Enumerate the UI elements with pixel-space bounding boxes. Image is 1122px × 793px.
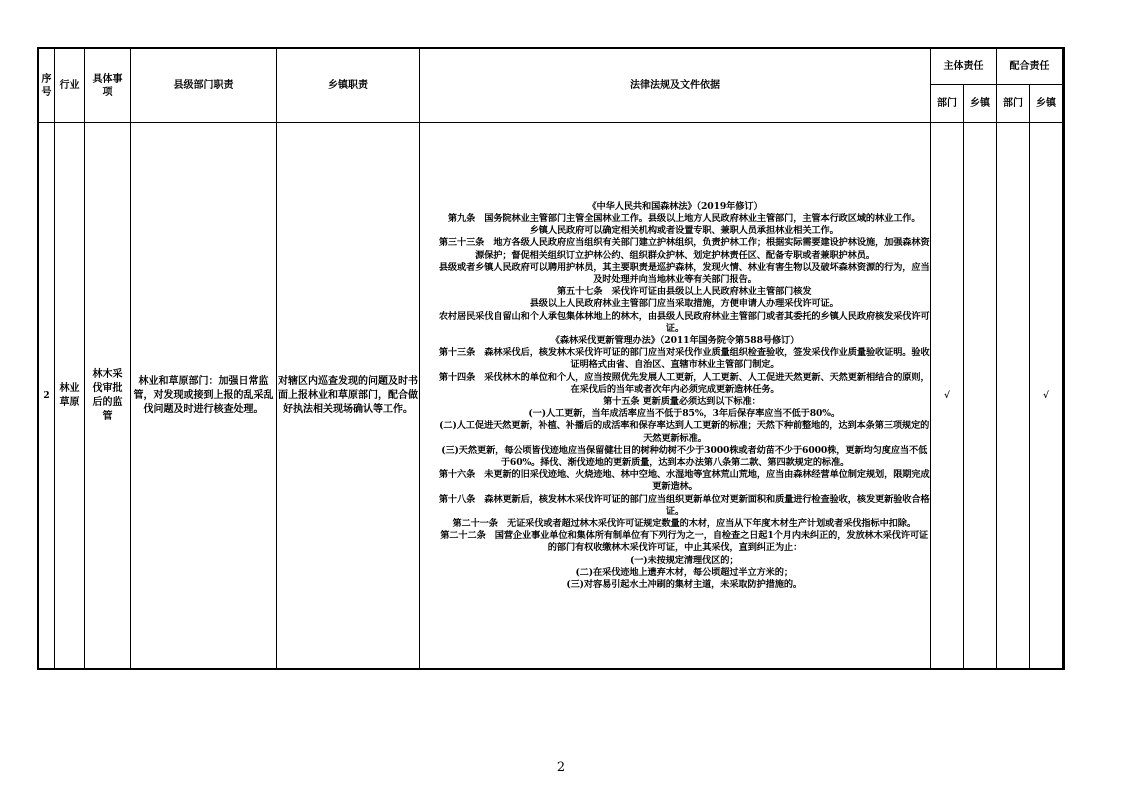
header-coop-town: 乡镇: [1030, 85, 1063, 123]
header-town-duty: 乡镇职责: [277, 49, 420, 123]
header-main-town: 乡镇: [964, 85, 997, 123]
header-main-responsibility: 主体责任: [931, 49, 997, 85]
law-paragraph: (一)人工更新，当年成活率应当不低于85%，3年后保存率应当不低于80%。: [528, 408, 841, 420]
header-law-basis: 法律法规及文件依据: [420, 49, 931, 123]
law-paragraph: 第九条 国务院林业主管部门主管全国林业工作。县级以上地方人民政府林业主管部门，主管本行政区域的林业工作。: [447, 212, 921, 224]
law-paragraph: 第三十三条 地方各级人民政府应当组织有关部门建立护林组织，负责护林工作；根据实际需要建设护林设施，加强森林资源保护；督促相关组织订立护林公约、组织群众护林、划定护林责任区、配备专职或者兼职护林员。: [438, 237, 930, 261]
row-town-duty: 对辖区内巡查发现的问题及时书面上报林业和草原部门，配合做好执法相关现场确认等工作。: [277, 123, 420, 670]
table-row: [39, 123, 1063, 670]
row-main-dept-check: √: [931, 123, 964, 670]
law-paragraph: 第十八条 森林更新后，核发林木采伐许可证的部门应当组织更新单位对更新面积和质量进行检查验收，核发更新验收合格证。: [438, 493, 930, 517]
law-paragraph: 第五十七条 采伐许可证由县级以上人民政府林业主管部门核发: [556, 286, 812, 298]
law-paragraph: 县级以上人民政府林业主管部门应当采取措施，方便申请人办理采伐许可证。: [529, 298, 839, 310]
law-paragraph: 《森林采伐更新管理办法》（2011年国务院令第588号修订）: [550, 334, 800, 346]
row-coop-dept-check: [997, 123, 1030, 670]
law-paragraph: (二)在采伐迹地上遗弃木材，每公顷超过半立方米的；: [575, 566, 793, 578]
row-item: 林木采伐审批后的监管: [85, 123, 131, 670]
header-main-dept: 部门: [931, 85, 964, 123]
law-paragraph: 《中华人民共和国森林法》（2019年修订）: [587, 200, 763, 212]
row-industry: 林业草原: [55, 123, 85, 670]
law-paragraph: 第十三条 森林采伐后，核发林木采伐许可证的部门应当对采伐作业质量组织检查验收，签发采伐作业质量验收证明。验收证明格式由省、自治区、直辖市林业主管部门制定。: [438, 347, 930, 371]
law-paragraph: (三)天然更新，每公顷皆伐迹地应当保留健壮目的树种幼树不少于3000株或者幼苗不少于6000株，更新均匀度应当不低于60%。择伐、渐伐迹地的更新质量，达到本办法第八条第二款、第四款规定的标准。: [441, 444, 928, 469]
row-seq: 2: [39, 123, 55, 670]
row-main-town-check: [964, 123, 997, 670]
row-coop-town-check: √: [1030, 123, 1063, 670]
law-paragraph: 第二十二条 国营企业事业单位和集体所有制单位有下列行为之一，自检查之日起1个月内未纠正的，发放林木采伐许可证的部门有权收缴林木采伐许可证，中止其采伐，直到纠正为止：: [440, 530, 929, 554]
law-paragraph: 第十五条 更新质量必须达到以下标准：: [603, 396, 761, 407]
law-paragraph: (二)人工促进天然更新，补植、补播后的成活率和保存率达到人工更新的标准；天然下种前整地的，达到本条第三项规定的天然更新标准。: [439, 420, 930, 444]
law-paragraph: 第十四条 采伐林木的单位和个人，应当按照优先发展人工更新，人工更新、人工促进天然更新、天然更新相结合的原则，在采伐后的当年或者次年内必须完成更新造林任务。: [438, 371, 930, 395]
header-county-duty: 县级部门职责: [131, 49, 277, 123]
law-paragraph: (一)未按规定清理伐区的；: [629, 554, 739, 566]
law-paragraph: 第十六条 未更新的旧采伐迹地、火烧迹地、林中空地、水湿地等宜林荒山荒地，应当由森林经营单位制定规划，限期完成更新造林。: [438, 469, 930, 493]
law-paragraph: 农村居民采伐自留山和个人承包集体林地上的林木，由县级人民政府林业主管部门或者其委托的乡镇人民政府核发采伐许可证。: [438, 310, 930, 334]
header-item: 具体事项: [85, 49, 131, 123]
law-paragraph: 乡镇人民政府可以确定相关机构或者设置专职、兼职人员承担林业相关工作。: [529, 225, 839, 237]
header-industry: 行业: [55, 49, 85, 123]
header-coop-responsibility: 配合责任: [997, 49, 1063, 85]
law-paragraph: 第二十一条 无证采伐或者超过林木采伐许可证规定数量的木材，应当从下年度木材生产计划或者采伐指标中扣除。: [452, 518, 916, 530]
page-number: 2: [556, 760, 566, 775]
law-paragraph: 县级或者乡镇人民政府可以聘用护林员，其主要职责是巡护森林，发现火情、林业有害生物以及破坏森林资源的行为，应当及时处理并向当地林业等有关部门报告。: [438, 261, 930, 285]
header-seq: 序号: [39, 49, 55, 123]
law-paragraph: (三)对容易引起水土冲刷的集材主道，未采取防护措施的。: [566, 579, 803, 591]
responsibility-table: [38, 48, 1063, 670]
row-county-duty: 林业和草原部门：加强日常监管，对发现或接到上报的乱采乱伐问题及时进行核查处理。: [131, 123, 277, 670]
header-coop-dept: 部门: [997, 85, 1030, 123]
row-law-basis: [420, 123, 931, 670]
